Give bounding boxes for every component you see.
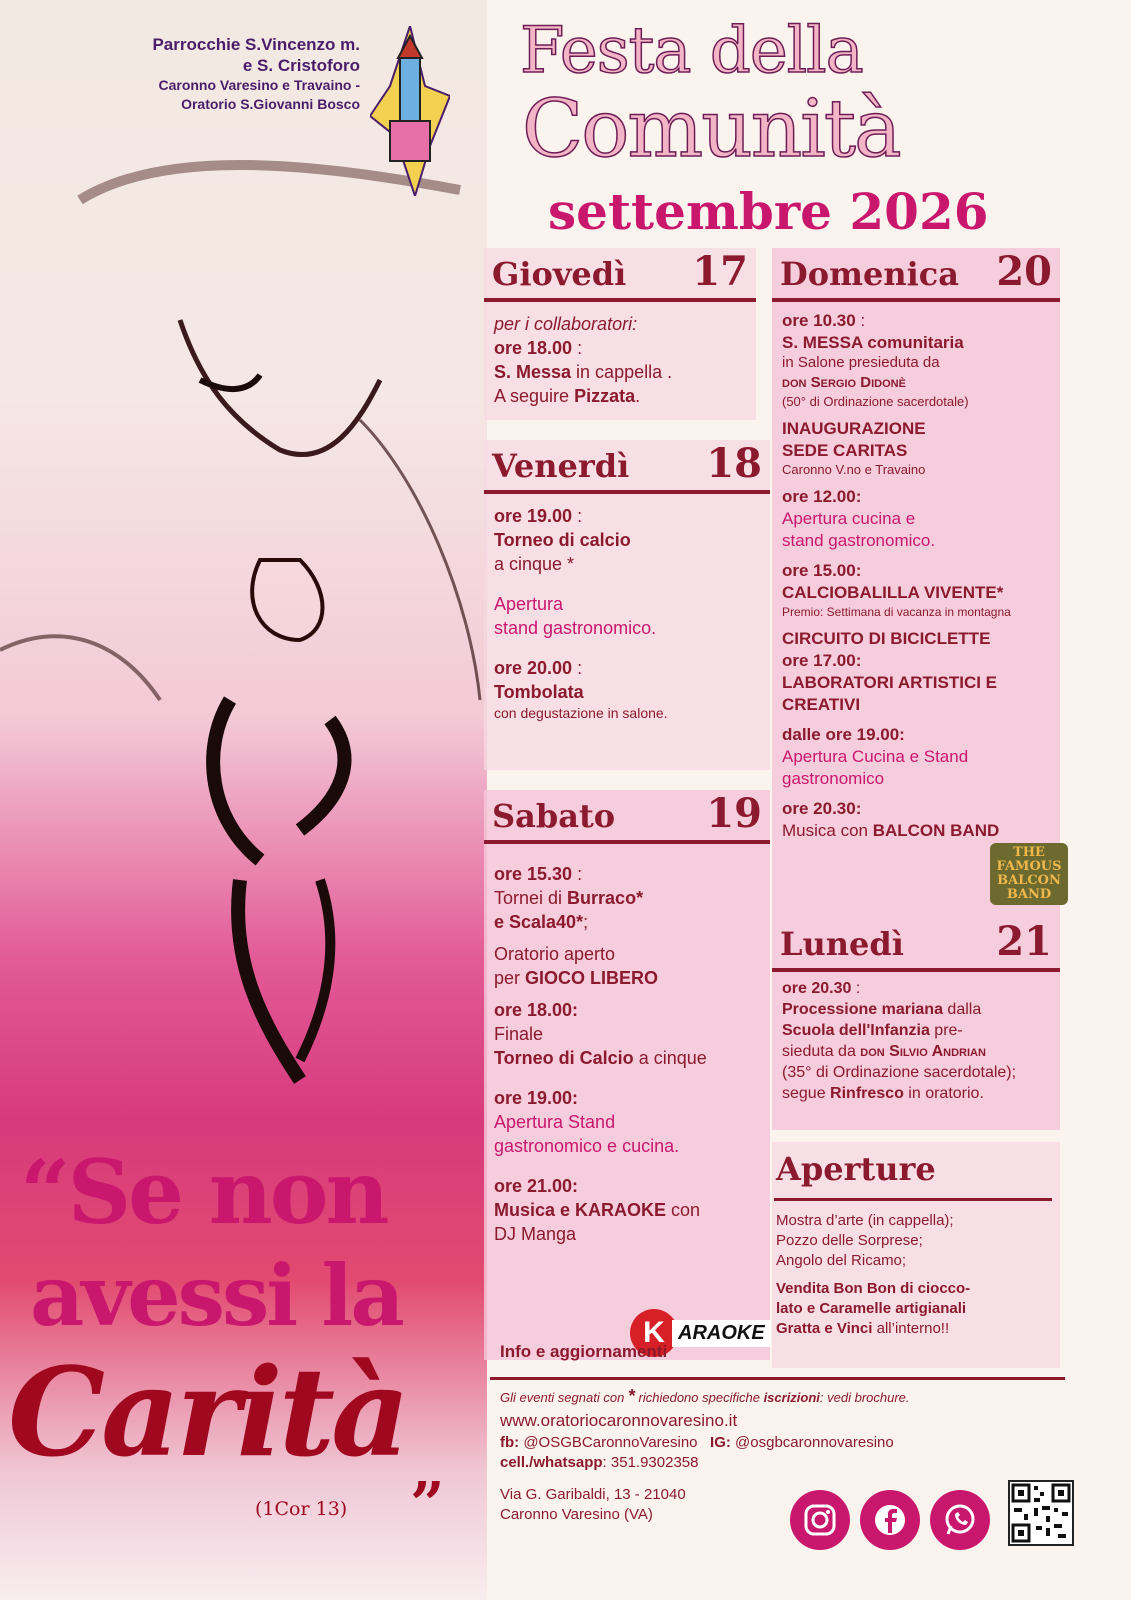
day-block-thursday	[484, 248, 756, 420]
day-header	[772, 918, 1060, 972]
event-text: segue	[782, 1085, 831, 1102]
day-number: 17	[692, 248, 748, 295]
quote-line-3: Carità	[8, 1340, 407, 1484]
event-line	[494, 360, 746, 384]
event-text: gastronomico	[782, 769, 885, 788]
aperture-block	[772, 1142, 1060, 1368]
event-text: SEDE CARITAS	[782, 441, 908, 460]
fb-handle[interactable]: @OSGBCaronnoVaresino	[519, 1434, 698, 1451]
church-logo-icon	[370, 26, 450, 196]
event-text: (50° di Ordinazione sacerdotale)	[782, 394, 969, 409]
note-text: Gli eventi segnati con	[500, 1390, 628, 1405]
day-body	[484, 302, 756, 414]
phone-line	[500, 1454, 1060, 1471]
event-text: Tornei di	[494, 888, 568, 908]
event-text: don Sergio Didonè	[782, 374, 906, 391]
aperture-item: Pozzo delle Sorprese;	[776, 1232, 923, 1249]
social-handles	[500, 1434, 1060, 1451]
event-text: S. Messa	[494, 362, 572, 382]
event-text: con degustazione in salone.	[494, 705, 668, 721]
time-label: ore 12.00:	[782, 487, 862, 506]
day-name: Domenica	[780, 255, 959, 293]
day-name: Giovedì	[492, 255, 627, 293]
event-text: Oratorio aperto	[494, 944, 616, 964]
time-label: ore 18.00:	[494, 1000, 579, 1020]
time-suffix: :	[572, 506, 583, 526]
address-line-2: Caronno Varesino (VA)	[500, 1506, 653, 1523]
whatsapp-icon[interactable]	[930, 1490, 990, 1550]
instagram-icon[interactable]	[790, 1490, 850, 1550]
event-text: e Scala40*	[494, 912, 584, 932]
event-text: Scuola dell'Infanzia	[782, 1022, 930, 1039]
parish-line-4: Oratorio S.Giovanni Bosco	[181, 96, 360, 112]
event-text: Musica con	[782, 821, 873, 840]
event-text: Tombolata	[494, 682, 584, 702]
balcon-band-logo: THE FAMOUS BALCON BAND	[990, 843, 1068, 905]
event-text: sieduta da	[782, 1043, 861, 1060]
time-label: dalle ore 19.00:	[782, 725, 905, 744]
event-text: stand gastronomico.	[782, 531, 936, 550]
note-text: : vedi brochure.	[819, 1390, 910, 1405]
day-name: Venerdì	[492, 447, 630, 485]
event-text: CIRCUITO DI BICICLETTE	[782, 629, 991, 648]
aperture-item: Gratta e Vinci	[776, 1320, 873, 1337]
bible-reference: (1Cor 13)	[255, 1498, 348, 1520]
footer-divider	[490, 1377, 1065, 1380]
info-label: Info e aggiornamenti	[500, 1342, 668, 1361]
karaoke-k-icon: K	[630, 1309, 678, 1357]
event-text: CREATIVI	[782, 695, 861, 714]
qr-code[interactable]	[1008, 1480, 1074, 1546]
day-block-saturday	[484, 790, 770, 1360]
event-text: Finale	[494, 1024, 544, 1044]
event-text: Musica e KARAOKE	[494, 1200, 667, 1220]
event-text: gastronomico e cucina.	[494, 1136, 680, 1156]
event-text: CALCIOBALILLA VIVENTE*	[782, 583, 1004, 602]
day-body	[772, 302, 1060, 848]
event-text: Apertura cucina e	[782, 509, 916, 528]
event-text: Pizzata	[574, 386, 636, 406]
event-text: ;	[583, 912, 589, 932]
aperture-item: lato e Caramelle artigianali	[776, 1300, 967, 1317]
parish-header	[0, 34, 360, 114]
parish-line-3: Caronno Varesino e Travaino -	[158, 77, 360, 93]
event-text: in Salone presieduta da	[782, 354, 940, 371]
event-text: a cinque	[633, 1048, 707, 1068]
day-number: 20	[996, 248, 1052, 295]
event-text: Processione mariana	[782, 1001, 943, 1018]
day-body	[484, 844, 770, 1252]
social-icons	[790, 1490, 990, 1550]
time-suffix: :	[855, 311, 866, 330]
event-text: Apertura	[494, 594, 564, 614]
event-text: (35° di Ordinazione sacerdotale);	[782, 1064, 1017, 1081]
event-text: Burraco*	[567, 888, 644, 908]
event-text: INAUGURAZIONE	[782, 419, 926, 438]
event-text: Apertura Cucina e Stand	[782, 747, 969, 766]
time-label: ore 20.00	[494, 658, 573, 678]
day-block-friday	[484, 440, 770, 770]
title-line-1: Festa della	[520, 14, 863, 88]
note-text: richiedono specifiche	[634, 1390, 764, 1405]
website-link[interactable]: www.oratoriocaronnovaresino.it	[500, 1411, 738, 1430]
event-text: in oratorio.	[903, 1085, 984, 1102]
day-name: Lunedì	[780, 925, 904, 963]
fb-label: fb:	[500, 1434, 520, 1451]
event-text: Caronno V.no e Travaino	[782, 462, 926, 477]
event-text: Apertura Stand	[494, 1112, 616, 1132]
parish-line-1: Parrocchie S.Vincenzo m.	[152, 35, 360, 54]
event-text: per	[494, 968, 526, 988]
day-body	[484, 494, 770, 728]
quote-line-1: “Se non	[20, 1140, 387, 1244]
time-label: ore 15.30	[494, 864, 573, 884]
time-suffix: :	[851, 980, 861, 997]
event-text: Torneo di calcio	[494, 530, 631, 550]
aperture-item: Angolo del Ricamo;	[776, 1252, 907, 1269]
aperture-title: Aperture	[776, 1150, 936, 1188]
parish-line-2: e S. Cristoforo	[242, 56, 360, 75]
event-text: a cinque *	[494, 554, 575, 574]
event-intro: per i collaboratori:	[494, 314, 638, 334]
facebook-icon[interactable]	[860, 1490, 920, 1550]
registration-note	[500, 1386, 1060, 1407]
event-text: stand gastronomico.	[494, 618, 657, 638]
time-label: ore 20.30:	[782, 799, 862, 818]
aperture-body	[772, 1201, 1060, 1349]
day-name: Sabato	[492, 797, 616, 835]
time-label: ore 15.00:	[782, 561, 862, 580]
aperture-item: all’interno!!	[872, 1320, 950, 1337]
time-label: ore 17.00:	[782, 651, 862, 670]
phone-label: cell./whatsapp	[500, 1454, 603, 1471]
day-number: 18	[706, 440, 762, 487]
ig-label: IG:	[710, 1434, 731, 1451]
time-label: ore 19.00:	[494, 1088, 579, 1108]
event-text: LABORATORI ARTISTICI E	[782, 673, 998, 692]
day-number: 21	[996, 918, 1052, 965]
time-label: ore 18.00	[494, 338, 573, 358]
time-label: ore 20.30	[782, 980, 852, 997]
day-header	[484, 440, 770, 494]
time-label: ore 10.30	[782, 311, 856, 330]
event-text: DJ Manga	[494, 1224, 577, 1244]
aperture-item: Mostra d’arte (in cappella);	[776, 1212, 954, 1229]
day-header	[772, 248, 1060, 302]
day-block-monday	[772, 918, 1060, 1130]
time-suffix: :	[572, 338, 583, 358]
note-star: *	[627, 1386, 635, 1406]
aperture-item: Vendita Bon Bon di ciocco-	[776, 1280, 971, 1297]
karaoke-logo-text: ARAOKE	[672, 1320, 771, 1347]
event-text: BALCON BAND	[872, 821, 1000, 840]
event-text: in cappella .	[571, 362, 673, 382]
time-suffix: :	[572, 658, 583, 678]
title-line-2: Comunità	[522, 82, 900, 175]
event-text: Rinfresco	[830, 1085, 904, 1102]
event-line	[494, 384, 746, 408]
event-text: Premio: Settimana di vacanza in montagna	[782, 605, 1011, 619]
event-text: Torneo di Calcio	[494, 1048, 634, 1068]
quote-line-2: avessi la	[30, 1246, 402, 1345]
closing-quote: ”	[410, 1470, 445, 1540]
event-text: pre-	[929, 1022, 963, 1039]
title-month: settembre 2026	[548, 182, 989, 241]
day-body	[772, 972, 1060, 1110]
note-text: iscrizioni	[763, 1390, 820, 1405]
time-suffix: :	[572, 864, 583, 884]
event-text: S. MESSA comunitaria	[782, 333, 964, 352]
event-text: dalla	[942, 1001, 982, 1018]
day-block-sunday	[772, 248, 1060, 918]
event-text: A seguire	[494, 386, 575, 406]
event-text: GIOCO LIBERO	[525, 968, 659, 988]
ig-handle[interactable]: @osgbcaronnovaresino	[730, 1434, 894, 1451]
day-number: 19	[706, 790, 762, 837]
day-header	[484, 790, 770, 844]
day-header	[484, 248, 756, 302]
time-label: ore 21.00:	[494, 1176, 579, 1196]
address-line-1: Via G. Garibaldi, 13 - 21040	[500, 1486, 686, 1503]
event-text: .	[635, 386, 641, 406]
phone-number[interactable]: : 351.9302358	[602, 1454, 699, 1471]
event-text: don Silvio Andrian	[860, 1043, 986, 1060]
time-label: ore 19.00	[494, 506, 573, 526]
event-time	[494, 336, 746, 360]
event-text: con	[666, 1200, 701, 1220]
